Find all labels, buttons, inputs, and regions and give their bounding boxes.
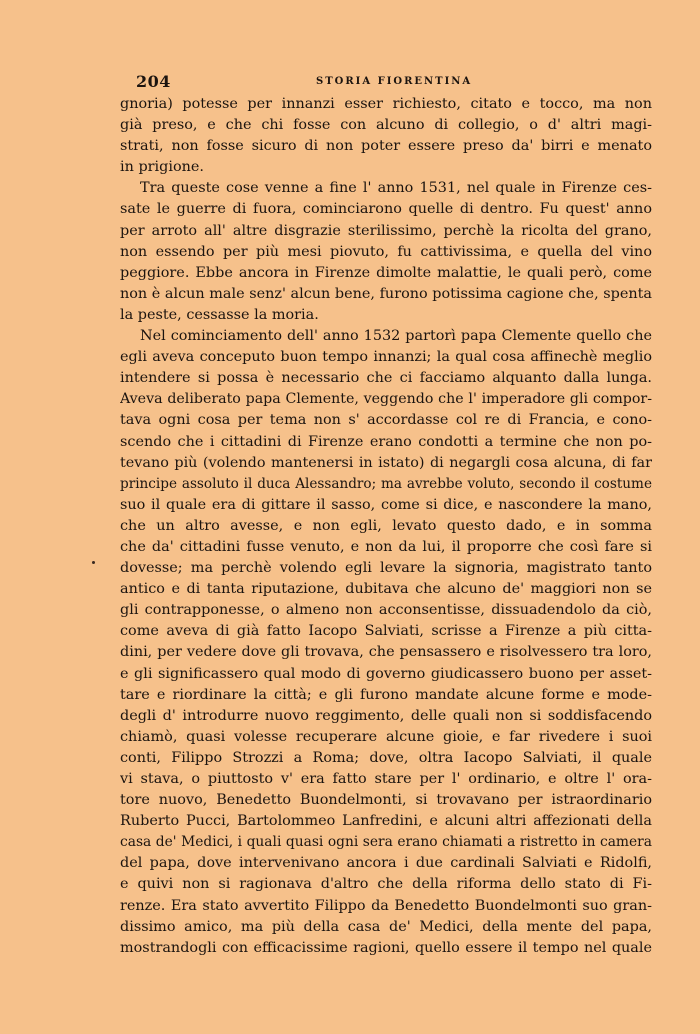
text-line: gli contrapponesse, o almeno non acconsentisse, dissuadendolo da ciò,: [120, 602, 652, 619]
text-line: Aveva deliberato papa Clemente, veggendo che l' imperadore gli compor-: [120, 391, 652, 408]
body-text: [120, 94, 652, 959]
text-line: gnoria) potesse per innanzi esser richiesto, citato e tocco, ma non: [120, 96, 652, 112]
text-line: in prigione.: [120, 159, 204, 176]
text-line: peggiore. Ebbe ancora in Firenze dimolte malattie, le quali però, come: [120, 264, 652, 281]
text-line: tore nuovo, Benedetto Buondelmonti, si trovavano per istraordinario: [120, 792, 652, 809]
text-line: scendo che i cittadini di Firenze erano condotti a termine che non po-: [120, 433, 652, 450]
text-line: che da' cittadini fusse venuto, e non da lui, il proporre che così fare si: [120, 538, 652, 555]
text-line: antico e di tanta riputazione, dubitava che alcuno de' maggiori non se: [120, 581, 652, 598]
text-line: sate le guerre di fuora, cominciarono quelle di dentro. Fu quest' anno: [120, 201, 652, 218]
text-line: Ruberto Pucci, Bartolommeo Lanfredini, e alcuni altri affezionati della: [120, 813, 652, 830]
text-line: egli aveva conceputo buon tempo innanzi; la qual cosa affinechè meglio: [120, 349, 652, 366]
running-title: STORIA FIORENTINA: [316, 76, 473, 87]
text-line: dissimo amico, ma più della casa de' Medici, della mente del papa,: [120, 918, 652, 935]
text-line: dovesse; ma perchè volendo egli levare la signoria, magistrato tanto: [120, 560, 652, 577]
text-line: come aveva di già fatto Iacopo Salviati, scrisse a Firenze a più citta-: [120, 623, 652, 640]
text-line: per arroto all' altre disgrazie sterilissimo, perchè la ricolta del grano,: [120, 222, 652, 239]
text-line: conti, Filippo Strozzi a Roma; dove, oltra Iacopo Salviati, il quale: [120, 749, 652, 766]
text-line: intendere si possa è necessario che ci facciamo alquanto dalla lunga.: [120, 370, 652, 387]
text-line: strati, non fosse sicuro di non poter essere preso da' birri e menato: [120, 138, 652, 155]
text-line: tevano più (volendo mantenersi in istato) di negargli cosa alcuna, di far: [120, 454, 652, 471]
text-line: suo il quale era di gittare il sasso, come si dice, e nascondere la mano,: [120, 496, 652, 513]
text-line: e quivi non si ragionava d'altro che della riforma dello stato di Fi-: [120, 876, 652, 893]
text-line: mostrandogli con efficacissime ragioni, quello essere il tempo nel quale: [120, 939, 652, 956]
page-number: 204: [136, 72, 171, 91]
text-line: del papa, dove intervenivano ancora i due cardinali Salviati e Ridolfi,: [120, 855, 652, 872]
text-line: e gli significassero qual modo di governo giudicassero buono per asset-: [120, 665, 652, 682]
text-line: degli d' introdurre nuovo reggimento, delle quali non si soddisfacendo: [120, 707, 652, 724]
text-line: Nel cominciamento dell' anno 1532 partorì papa Clemente quello che: [140, 328, 652, 345]
text-line: chiamò, quasi volesse recuperare alcune gioie, e far rivedere i suoi: [120, 728, 652, 745]
text-line: casa de' Medici, i quali quasi ogni sera erano chiamati a ristretto in camera: [120, 834, 652, 851]
page-header: [136, 72, 596, 92]
text-line: già preso, e che chi fosse con alcuno di collegio, o d' altri magi-: [120, 117, 652, 134]
margin-mark: [92, 561, 95, 564]
text-line: renze. Era stato avvertito Filippo da Benedetto Buondelmonti suo gran-: [120, 897, 652, 914]
text-line: dini, per vedere dove gli trovava, che pensassero e risolvessero tra loro,: [120, 644, 652, 661]
text-line: non è alcun male senz' alcun bene, furono potissima cagione che, spenta: [120, 285, 652, 302]
text-line: non essendo per più mesi piovuto, fu cattivissima, e quella del vino: [120, 243, 652, 260]
text-line: Tra queste cose venne a fine l' anno 1531, nel quale in Firenze ces-: [140, 180, 652, 197]
text-line: principe assoluto il duca Alessandro; ma avrebbe voluto, secondo il costume: [120, 475, 652, 492]
text-line: vi stava, o piuttosto v' era fatto stare per l' ordinario, e oltre l' ora-: [120, 771, 652, 787]
text-line: tare e riordinare la città; e gli furono mandate alcune forme e mode-: [120, 686, 652, 703]
text-line: che un altro avesse, e non egli, levato questo dado, e in somma: [120, 517, 652, 534]
text-line: tava ogni cosa per tema non s' accordasse col re di Francia, e cono-: [120, 412, 652, 429]
text-line: la peste, cessasse la moria.: [120, 306, 319, 323]
